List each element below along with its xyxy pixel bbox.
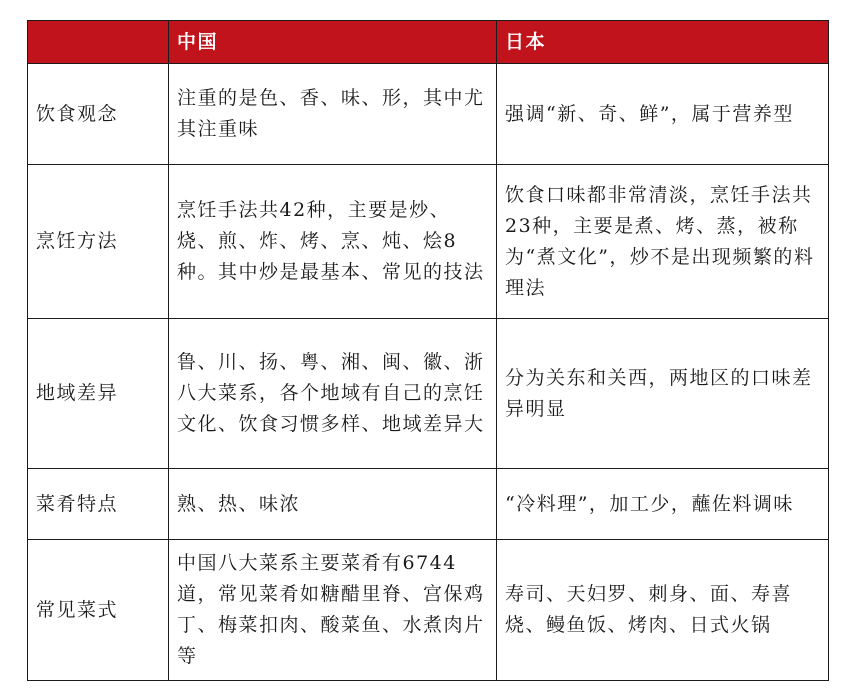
table-row xyxy=(28,165,829,319)
row-label: 饮食观念 xyxy=(28,64,169,165)
header-cell-blank xyxy=(28,21,169,64)
row-label: 地域差异 xyxy=(28,319,169,469)
china-cell: 中国八大菜系主要菜肴有6744道，常见菜肴如糖醋里脊、宫保鸡丁、梅菜扣肉、酸菜鱼、水煮肉片等 xyxy=(169,540,497,681)
table-row xyxy=(28,540,829,681)
header-cell-japan: 日本 xyxy=(497,21,829,64)
japan-cell: 分为关东和关西，两地区的口味差异明显 xyxy=(497,319,829,469)
row-label: 菜肴特点 xyxy=(28,469,169,540)
japan-cell: 饮食口味都非常清淡，烹饪手法共23种，主要是煮、烤、蒸，被称为“煮文化”，炒不是出现频繁的料理法 xyxy=(497,165,829,319)
table-row xyxy=(28,469,829,540)
japan-cell: “冷料理”，加工少，蘸佐料调味 xyxy=(497,469,829,540)
row-label: 常见菜式 xyxy=(28,540,169,681)
china-cell: 熟、热、味浓 xyxy=(169,469,497,540)
table-row xyxy=(28,64,829,165)
row-label: 烹饪方法 xyxy=(28,165,169,319)
china-cell: 烹饪手法共42种，主要是炒、烧、煎、炸、烤、烹、炖、烩8种。其中炒是最基本、常见的技法 xyxy=(169,165,497,319)
china-cell: 注重的是色、香、味、形，其中尤其注重味 xyxy=(169,64,497,165)
table-body xyxy=(28,64,829,681)
header-cell-china: 中国 xyxy=(169,21,497,64)
header-row xyxy=(28,21,829,64)
table-row xyxy=(28,319,829,469)
japan-cell: 寿司、天妇罗、刺身、面、寿喜烧、鳗鱼饭、烤肉、日式火锅 xyxy=(497,540,829,681)
china-cell: 鲁、川、扬、粤、湘、闽、徽、浙八大菜系，各个地域有自己的烹饪文化、饮食习惯多样、地域差异大 xyxy=(169,319,497,469)
japan-cell: 强调“新、奇、鲜”，属于营养型 xyxy=(497,64,829,165)
table-header xyxy=(28,21,829,64)
comparison-table xyxy=(27,20,829,681)
